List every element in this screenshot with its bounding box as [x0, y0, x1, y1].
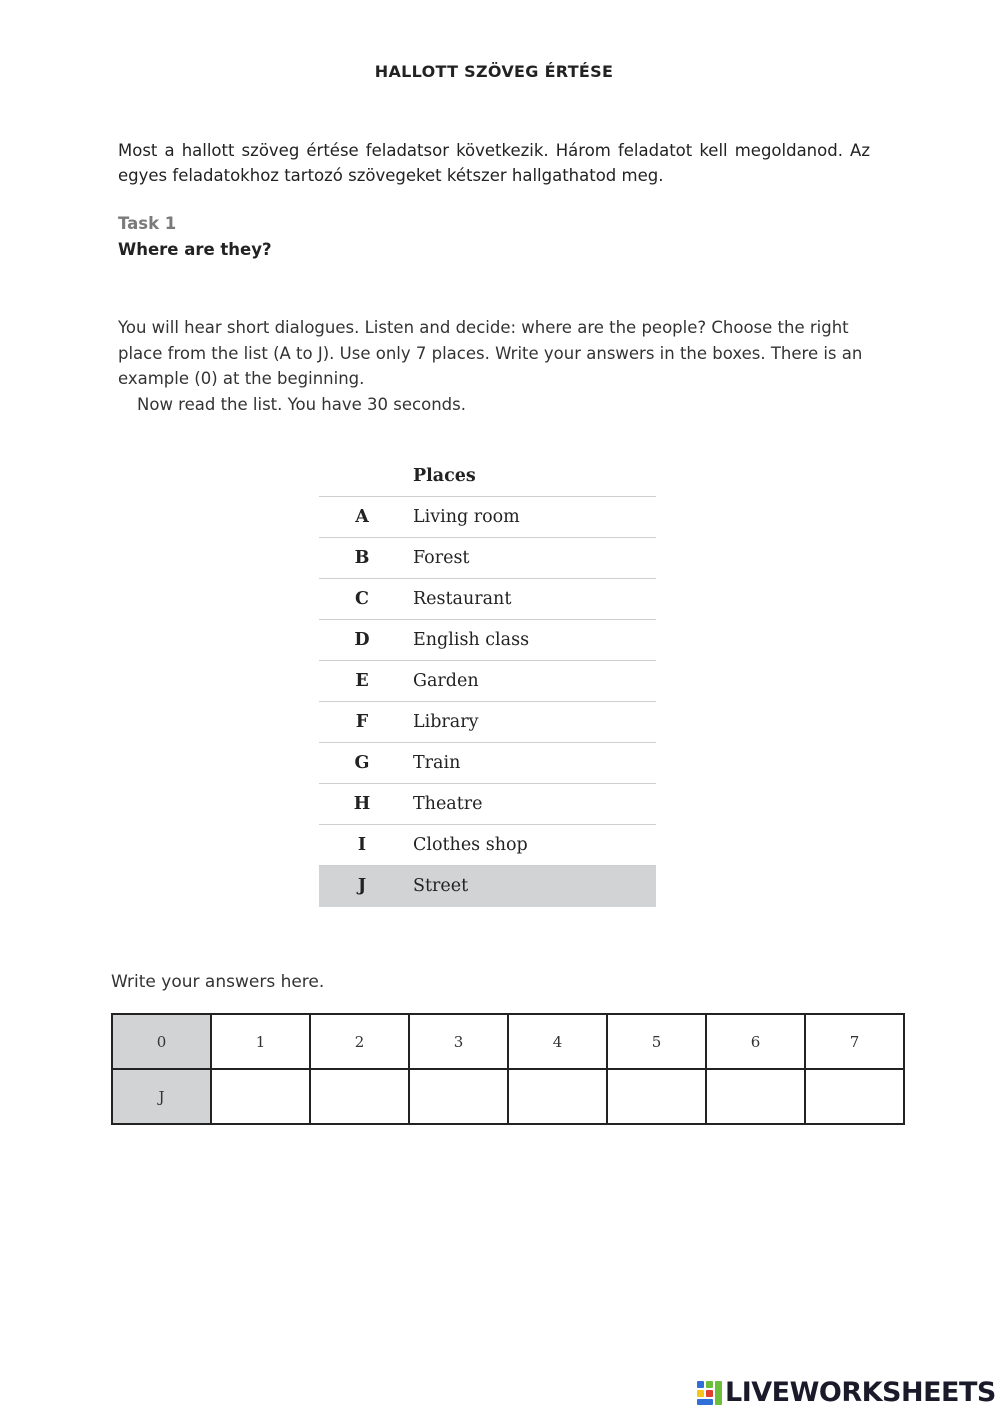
place-name: Library	[413, 712, 479, 732]
task-title: Where are they?	[118, 240, 272, 259]
place-row-j	[319, 866, 656, 907]
place-name: Restaurant	[413, 589, 512, 609]
answer-number-2: 2	[310, 1014, 409, 1069]
answers-table	[111, 1013, 905, 1125]
liveworksheets-logo-icon	[697, 1381, 723, 1405]
place-letter: B	[354, 548, 370, 568]
intro-paragraph: Most a hallott szöveg értése feladatsor következik. Három feladatot kell megoldanod. Az egyes feladatokhoz tartozó szövegeket kétszer hallgathatod meg.	[118, 141, 870, 185]
brand-name: LIVEWORKSHEETS	[725, 1377, 996, 1408]
answer-number-1: 1	[211, 1014, 310, 1069]
place-letter: D	[354, 630, 370, 650]
answer-box-2[interactable]	[310, 1069, 409, 1124]
place-row-a	[319, 497, 656, 538]
place-letter: C	[355, 589, 369, 609]
place-letter: J	[357, 876, 367, 896]
answer-box-7[interactable]	[805, 1069, 904, 1124]
place-row-e	[319, 661, 656, 702]
places-list	[319, 458, 656, 907]
place-row-d	[319, 620, 656, 661]
place-row-i	[319, 825, 656, 866]
places-header	[319, 458, 656, 497]
place-row-h	[319, 784, 656, 825]
task-label: Task 1	[118, 214, 177, 233]
intro-text	[118, 138, 870, 188]
place-row-b	[319, 538, 656, 579]
place-name: Train	[413, 753, 461, 773]
answer-box-1[interactable]	[211, 1069, 310, 1124]
answer-number-5: 5	[607, 1014, 706, 1069]
instructions-main: You will hear short dialogues. Listen and decide: where are the people? Choose the right place from the list (A to J). Use only 7 places. Write your answers in the boxes. There is an example (0) at the beginning.	[118, 318, 863, 388]
place-letter: E	[355, 671, 369, 691]
answer-box-4[interactable]	[508, 1069, 607, 1124]
answers-value-row	[112, 1069, 904, 1124]
place-name: Forest	[413, 548, 470, 568]
answer-number-7: 7	[805, 1014, 904, 1069]
instructions	[118, 315, 874, 417]
answer-example-0: J	[112, 1069, 211, 1124]
answer-number-0: 0	[112, 1014, 211, 1069]
place-letter: A	[355, 507, 369, 527]
page-title: HALLOTT SZÖVEG ÉRTÉSE	[374, 62, 614, 81]
answer-number-3: 3	[409, 1014, 508, 1069]
instructions-read: Now read the list. You have 30 seconds.	[137, 394, 466, 414]
place-row-g	[319, 743, 656, 784]
place-name: Garden	[413, 671, 479, 691]
place-name: English class	[413, 630, 530, 650]
liveworksheets-brand	[697, 1378, 997, 1408]
place-letter: G	[354, 753, 370, 773]
answer-number-4: 4	[508, 1014, 607, 1069]
answers-number-row	[112, 1014, 904, 1069]
place-name: Street	[413, 876, 469, 896]
answer-box-5[interactable]	[607, 1069, 706, 1124]
place-name: Living room	[413, 507, 520, 527]
answer-box-6[interactable]	[706, 1069, 805, 1124]
place-row-f	[319, 702, 656, 743]
place-letter: F	[355, 712, 369, 732]
answers-label: Write your answers here.	[111, 972, 325, 992]
place-row-c	[319, 579, 656, 620]
place-letter: I	[357, 835, 367, 855]
answer-box-3[interactable]	[409, 1069, 508, 1124]
place-name: Theatre	[413, 794, 483, 814]
places-header-label: Places	[413, 466, 476, 486]
answer-number-6: 6	[706, 1014, 805, 1069]
place-letter: H	[353, 794, 371, 814]
place-name: Clothes shop	[413, 835, 528, 855]
